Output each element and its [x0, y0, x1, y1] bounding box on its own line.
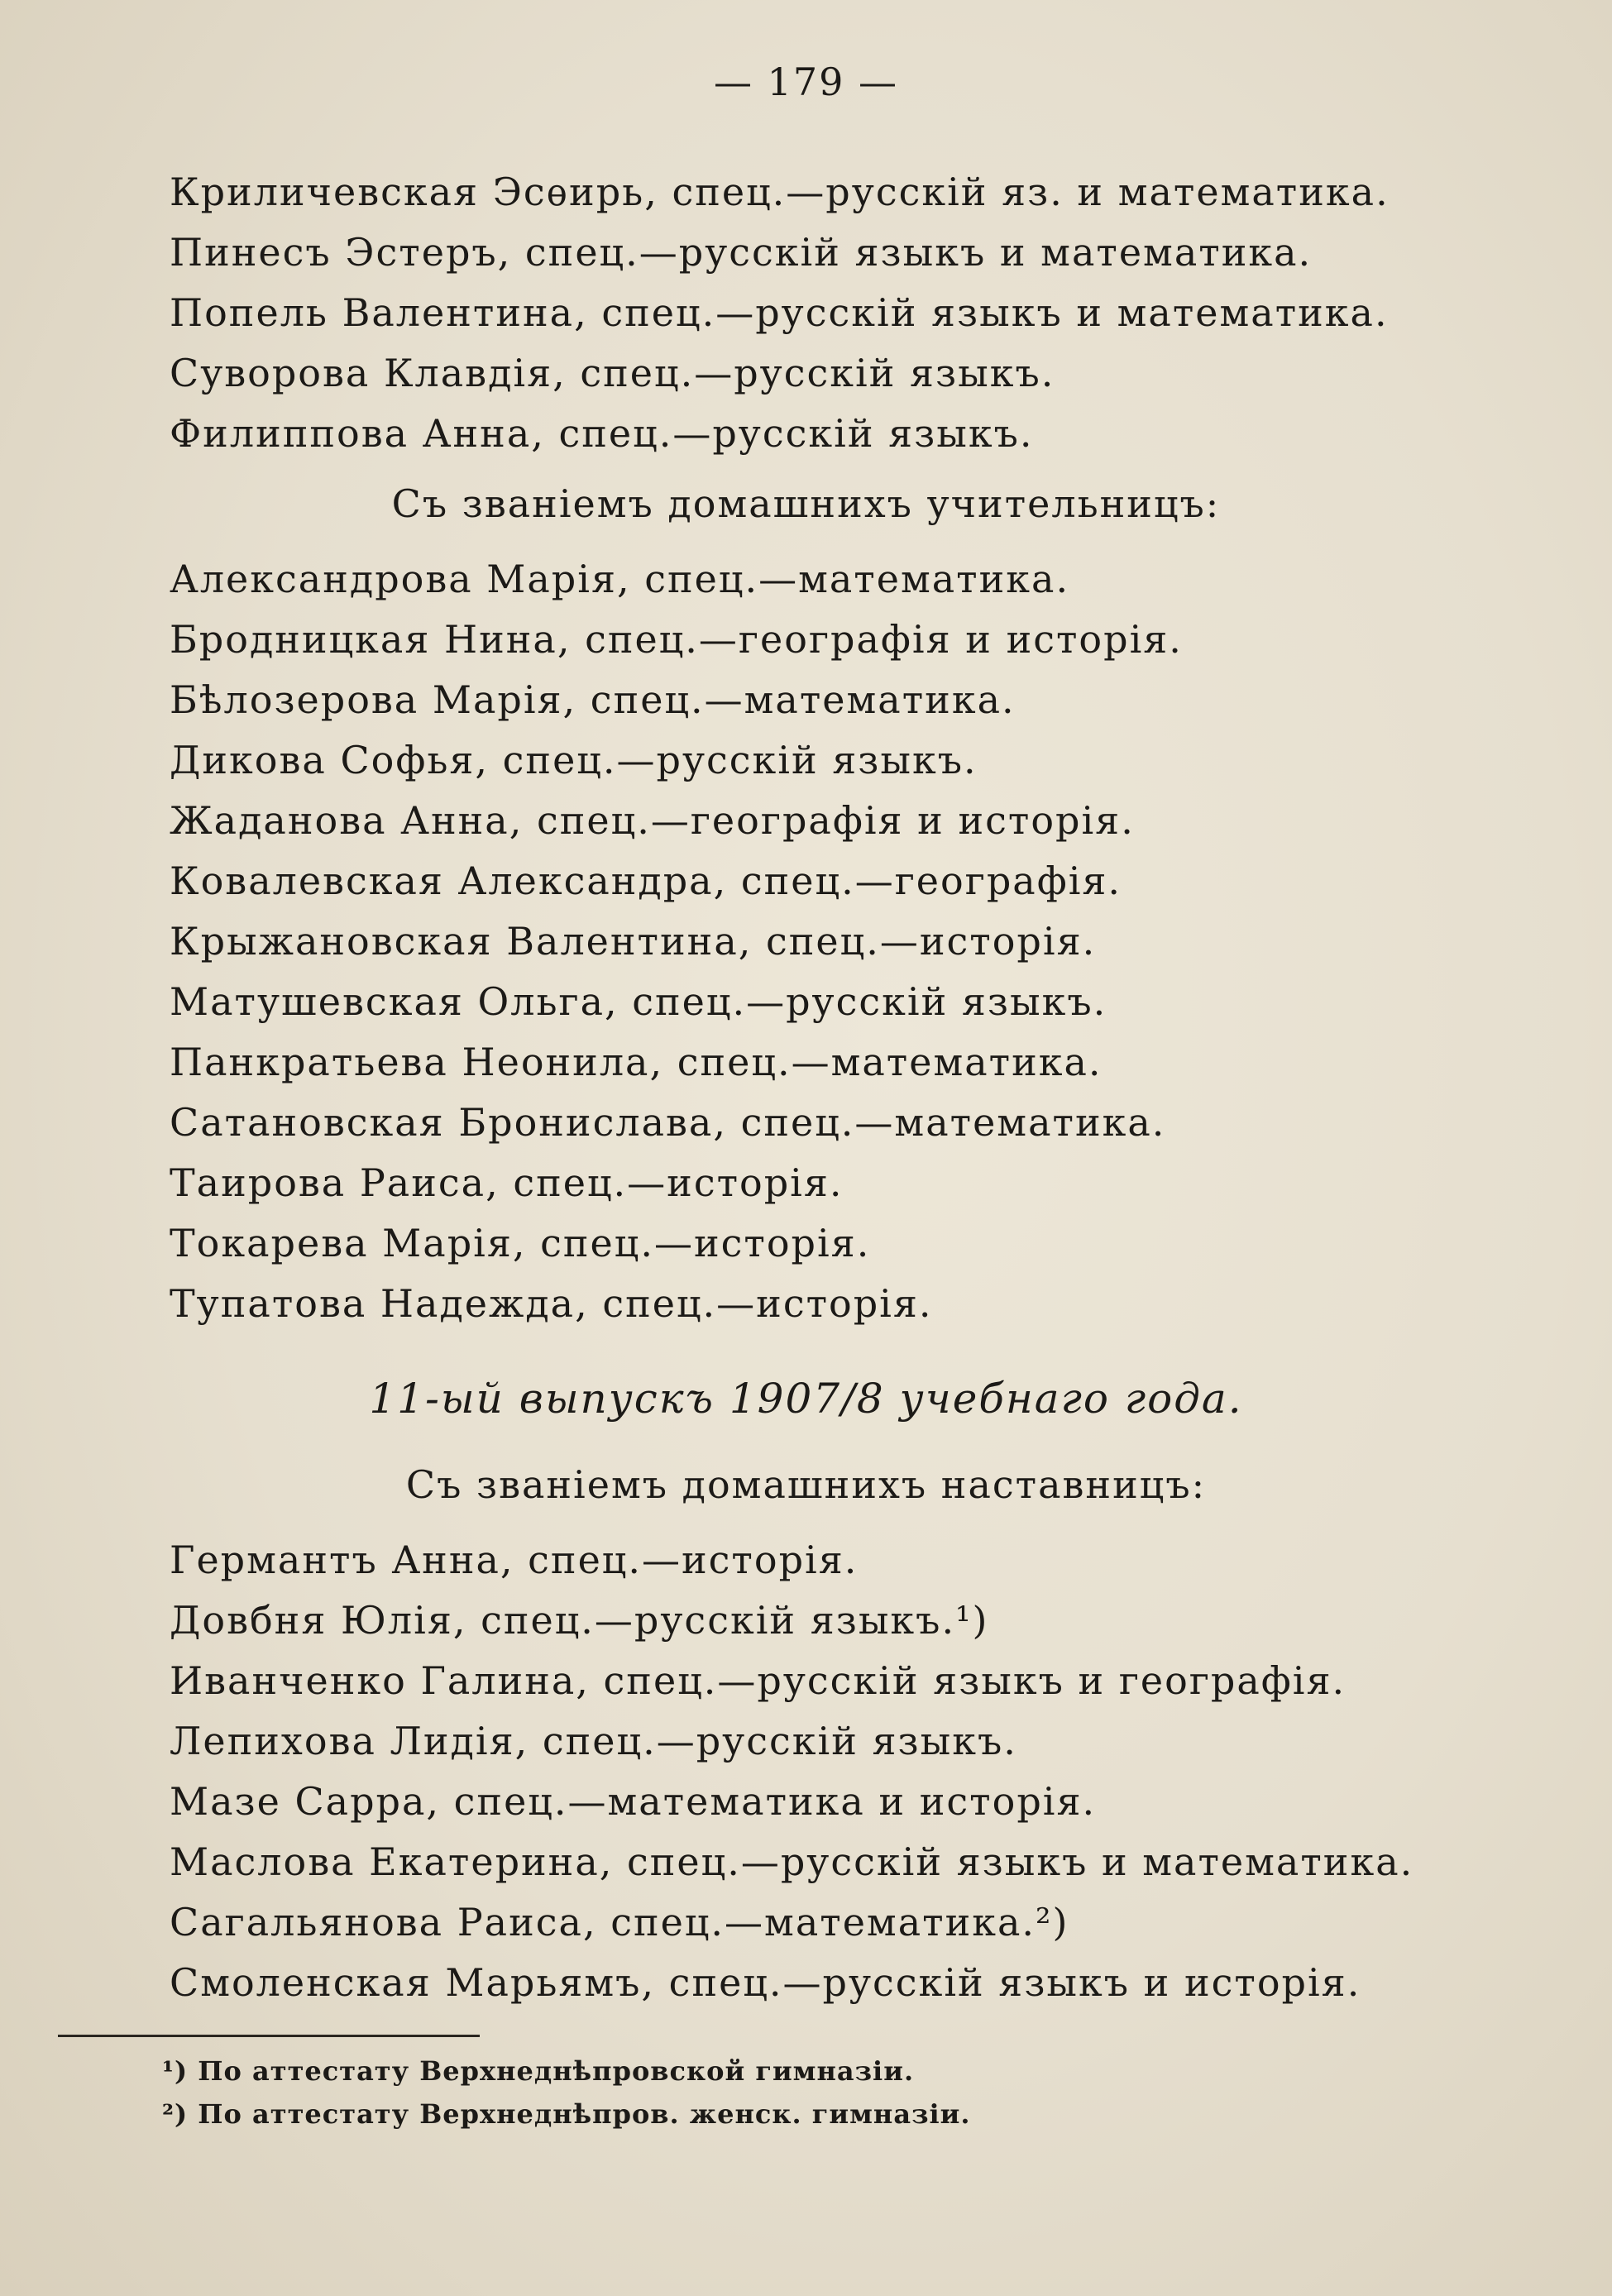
list-item: Криличевская Эсѳирь, спец.—русскій яз. и математика.: [170, 170, 1390, 214]
page-number: — 179 —: [713, 60, 899, 104]
list-item: Панкратьева Неонила, спец.—математика.: [170, 1040, 1103, 1084]
list-item: Матушевская Ольга, спец.—русскій языкъ.: [170, 979, 1107, 1024]
list-item: Ковалевская Александра, спец.—географія.: [170, 859, 1122, 903]
list-item: Иванченко Галина, спец.—русскій языкъ и географія.: [170, 1658, 1347, 1703]
list-item: Сагальянова Раиса, спец.—математика.²): [170, 1900, 1069, 1944]
entries-list-1: [170, 162, 1493, 464]
list-item: Германтъ Анна, спец.—исторія.: [170, 1538, 859, 1582]
list-item: Крыжановская Валентина, спец.—исторія.: [170, 919, 1097, 964]
list-item: Смоленская Марьямъ, спец.—русскій языкъ и исторія.: [170, 1960, 1361, 2005]
section-heading-governesses: Съ званіемъ домашнихъ наставницъ:: [405, 1462, 1207, 1507]
entries-list-2: [170, 549, 1493, 1334]
list-item: Суворова Клавдія, спец.—русскій языкъ.: [170, 351, 1055, 395]
list-item: Сатановская Бронислава, спец.—математика.: [170, 1100, 1166, 1145]
graduation-title: 11-ый выпускъ 1907/8 учебнаго года.: [369, 1375, 1243, 1423]
list-item: Лепихова Лидія, спец.—русскій языкъ.: [170, 1719, 1017, 1763]
list-item: Филиппова Анна, спец.—русскій языкъ.: [170, 411, 1034, 456]
list-item: Таирова Раиса, спец.—исторія.: [170, 1160, 844, 1205]
list-item: Бродницкая Нина, спец.—географія и исторія.: [170, 617, 1183, 662]
list-item: Бѣлозерова Марія, спец.—математика.: [170, 677, 1016, 722]
footnote: ¹) По аттестату Верхнеднѣпровской гимназіи.: [162, 2055, 915, 2087]
list-item: Довбня Юлія, спец.—русскій языкъ.¹): [170, 1598, 989, 1643]
footnote: ²) По аттестату Верхнеднѣпров. женск. гимназіи.: [162, 2098, 971, 2130]
footnotes: [162, 2050, 1403, 2136]
list-item: Александрова Марія, спец.—математика.: [170, 557, 1070, 601]
list-item: Жаданова Анна, спец.—географія и исторія.: [170, 798, 1135, 843]
list-item: Тупатова Надежда, спец.—исторія.: [170, 1281, 933, 1326]
section-heading-teachers: Съ званіемъ домашнихъ учительницъ:: [391, 481, 1221, 526]
list-item: Токарева Марія, спец.—исторія.: [170, 1221, 871, 1265]
entries-list-3: [170, 1530, 1493, 2013]
list-item: Попель Валентина, спец.—русскій языкъ и математика.: [170, 290, 1389, 335]
list-item: Маслова Екатерина, спец.—русскій языкъ и математика.: [170, 1839, 1414, 1884]
list-item: Пинесъ Эстеръ, спец.—русскій языкъ и математика.: [170, 230, 1313, 275]
footnote-divider: [58, 2035, 480, 2037]
list-item: Дикова Софья, спец.—русскій языкъ.: [170, 738, 978, 782]
list-item: Мазе Сарра, спец.—математика и исторія.: [170, 1779, 1097, 1824]
